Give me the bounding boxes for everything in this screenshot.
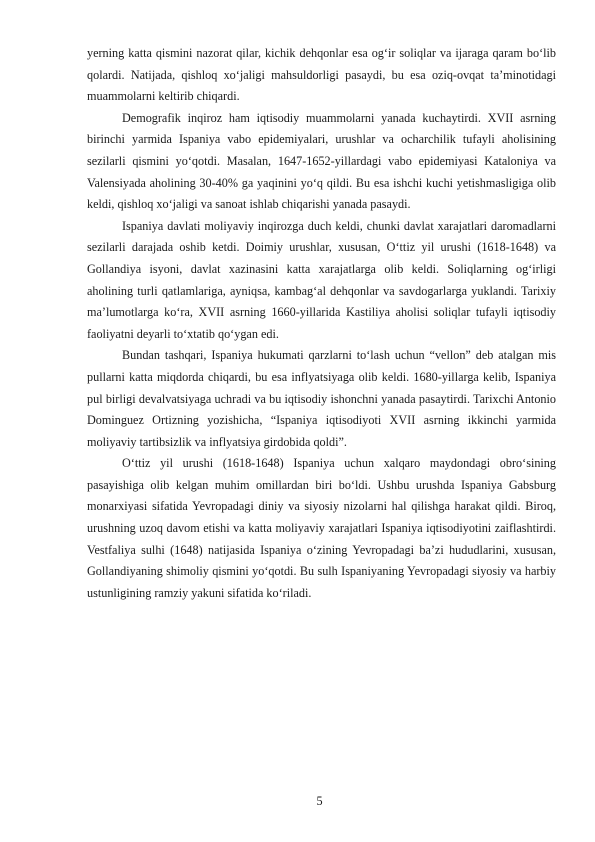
paragraph-financial-crisis: Ispaniya davlati moliyaviy inqirozga duch keldi, chunki davlat xarajatlari daromadlarni sezilarli darajada oshib ketdi. Doimiy urushlar, xususan, O‘ttiz yil urushi (1618-1648) va Gollandiya isyoni, davlat xazinasini katta xarajatlarga olib keldi. Soliqlarning og‘irligi aholining turli qatlamlariga, ayniqsa, kambag‘al dehqonlar va savdogarlarga yuklandi. Tarixiy ma’lumotlarga ko‘ra, XVII asrning 1660-yillarida Kastiliya aholisi soliqlar tufayli iqtisodiy faoliyatni deyarli to‘xtatib qo‘ygan edi. [87,218,556,341]
paragraph-inflation: Bundan tashqari, Ispaniya hukumati qarzlarni to‘lash uchun “vellon” deb atalgan mis pullarni katta miqdorda chiqardi, bu esa inflyatsiyaga olib keldi. 1680-yillarga kelib, Ispaniya pul birligi devalvatsiyaga uchradi va bu iqtisodiy ishonchni yanada pasaytirdi. Tarixchi Antonio Dominguez Ortizning yozishicha, “Ispaniya iqtisodiyoti XVII asrning ikkinchi yarmida moliyaviy tartibsizlik va inflyatsiya girdobida qoldi”. [87,348,556,449]
paragraph-demographic-crisis: Demografik inqiroz ham iqtisodiy muammolarni yanada kuchaytirdi. XVII asrning birinchi yarmida Ispaniya vabo epidemiyalari, urushlar va ocharchilik tufayli aholisining sezilarli qismini yo‘qotdi. Masalan, 1647-1652-yillardagi vabo epidemiyasi Kataloniya va Valensiyada aholining 30-40% ga yaqinini yo‘q qildi. Bu esa ishchi kuchi yetishmasligiga olib keldi, qishloq xo‘jaligi va sanoat ishlab chiqarishi yanada pasaydi. [87,110,556,212]
paragraph-thirty-years-war: O‘ttiz yil urushi (1618-1648) Ispaniya uchun xalqaro maydondagi obro‘sining pasayishiga olib kelgan muhim omillardan biri bo‘ldi. Ushbu urushda Ispaniya Gabsburg monarxiyasi sifatida Yevropadagi diniy va siyosiy nizolarni hal qilishga harakat qildi. Biroq, urushning uzoq davom etishi va katta moliyaviy xarajatlari Ispaniya iqtisodiyotini zaiflashtirdi. Vestfaliya sulhi (1648) natijasida Ispaniya o‘zining Yevropadagi ba’zi hududlarini, xususan, Gollandiyaning shimoliy qismini yo‘qotdi. Bu sulh Ispaniyaning Yevropadagi siyosiy va harbiy ustunligining ramziy yakuni sifatida ko‘riladi. [87,456,556,600]
body-text [87,43,556,604]
paragraph-continuation: yerning katta qismini nazorat qilar, kichik dehqonlar esa og‘ir soliqlar va ijaraga qaram bo‘lib qolardi. Natijada, qishloq xo‘jaligi mahsuldorligi pasaydi, bu esa oziq-ovqat ta’minotidagi muammolarni keltirib chiqardi. [87,46,556,104]
page-number: 5 [316,794,323,808]
